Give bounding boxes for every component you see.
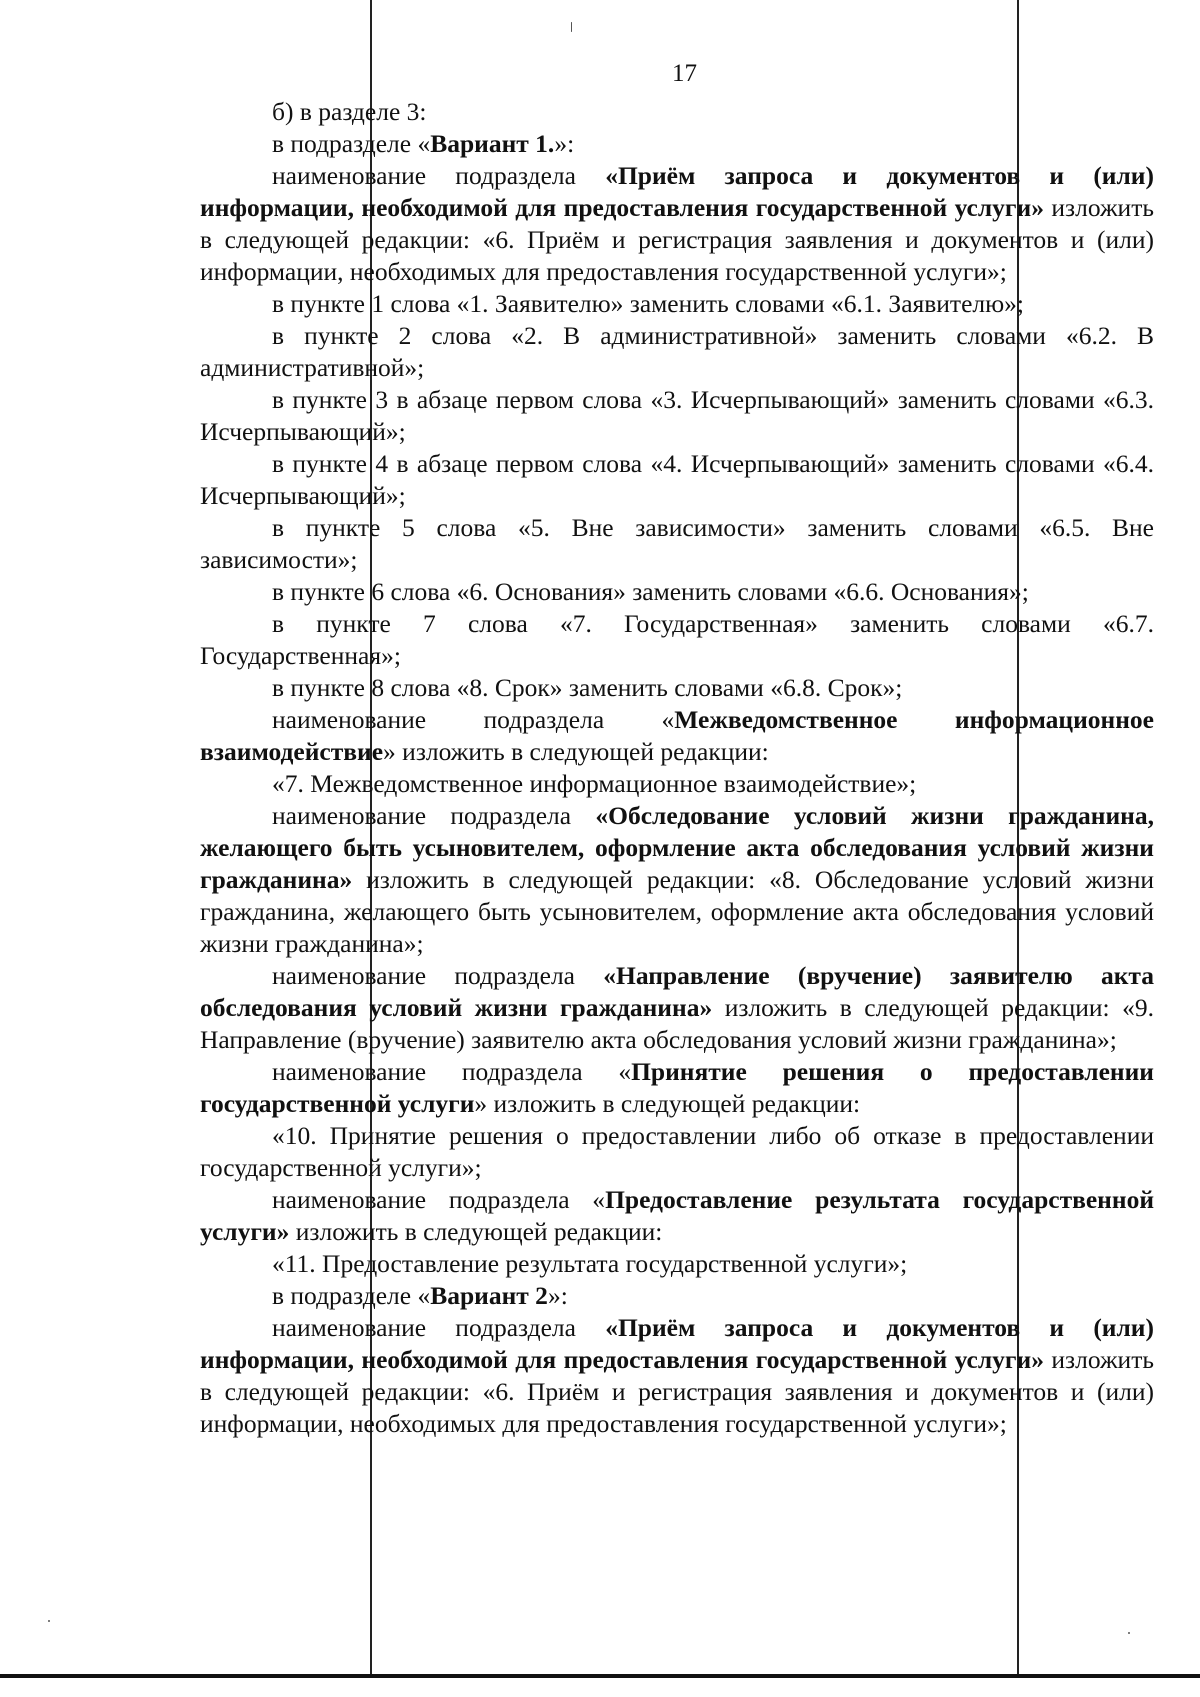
- scan-speck: [48, 1620, 50, 1622]
- text-run: в подразделе «: [272, 1281, 431, 1310]
- text-run: в пункте 4 в абзаце первом слова «4. Исчерпывающий» заменить словами «6.4. Исчерпывающий»;: [200, 449, 1154, 510]
- text-run: » изложить в следующей редакции:: [474, 1089, 861, 1118]
- paragraph: [200, 960, 1154, 1056]
- bold-text-run: «Приём запроса и документов и (или) информации, необходимой для предоставления государственной услуги»: [200, 1313, 1154, 1374]
- text-run: «7. Межведомственное информационное взаимодействие»;: [272, 769, 917, 798]
- text-run: наименование подраздела: [272, 961, 604, 990]
- paragraph: [200, 1184, 1154, 1248]
- text-run: наименование подраздела: [272, 161, 606, 190]
- text-run: наименование подраздела «: [272, 705, 675, 734]
- text-run: наименование подраздела: [272, 1313, 606, 1342]
- text-run: в подразделе «: [272, 129, 431, 158]
- bold-text-run: Предоставление результата государственной услуги»: [200, 1185, 1155, 1246]
- paragraph: [200, 512, 1154, 576]
- scan-speck: [1128, 1632, 1130, 1634]
- text-run: б) в разделе 3:: [272, 97, 427, 126]
- text-run: изложить в следующей редакции:: [289, 1217, 663, 1246]
- text-run: «11. Предоставление результата государственной услуги»;: [272, 1249, 908, 1278]
- paragraph: [200, 1312, 1154, 1440]
- paragraph: [200, 608, 1154, 672]
- paragraph: [200, 160, 1154, 288]
- paragraph: [200, 320, 1154, 384]
- paragraph: [200, 800, 1154, 960]
- text-run: » изложить в следующей редакции:: [383, 737, 769, 766]
- text-run: в пункте 8 слова «8. Срок» заменить словами «6.8. Срок»;: [272, 673, 903, 702]
- scan-bottom-edge: [0, 1674, 1200, 1678]
- document-body: [200, 96, 1154, 1440]
- bold-text-run: Вариант 2: [430, 1281, 548, 1310]
- page-number: 17: [672, 60, 697, 87]
- text-run: изложить в следующей редакции: «6. Приём и регистрация заявления и документов и (или) информации, необходимых для предоставления государственной услуги»;: [200, 1345, 1154, 1438]
- text-run: »:: [547, 1281, 568, 1310]
- text-run: наименование подраздела «: [272, 1057, 632, 1086]
- paragraph: [200, 768, 1154, 800]
- text-run: изложить в следующей редакции: «6. Приём и регистрация заявления и документов и (или) информации, необходимых для предоставления государственной услуги»;: [200, 193, 1154, 286]
- text-run: в пункте 5 слова «5. Вне зависимости» заменить словами «6.5. Вне зависимости»;: [200, 513, 1154, 574]
- text-run: наименование подраздела: [272, 801, 596, 830]
- text-run: наименование подраздела «: [272, 1185, 606, 1214]
- text-run: в пункте 1 слова «1. Заявителю» заменить словами «6.1. Заявителю»;: [272, 289, 1025, 318]
- paragraph: [200, 672, 1154, 704]
- paragraph: [200, 1120, 1154, 1184]
- bold-text-run: «Обследование условий жизни гражданина, желающего быть усыновителем, оформление акта обследования условий жизни гражданина»: [200, 801, 1155, 894]
- text-run: »:: [554, 129, 575, 158]
- paragraph: [200, 288, 1154, 320]
- text-run: «10. Принятие решения о предоставлении либо об отказе в предоставлении государственной услуги»;: [200, 1121, 1154, 1182]
- bold-text-run: Межведомственное информационное взаимодействие: [200, 705, 1154, 766]
- paragraph: [200, 1248, 1154, 1280]
- scan-speck: [571, 22, 572, 32]
- paragraph: [200, 128, 1154, 160]
- bold-text-run: Вариант 1.: [430, 129, 555, 158]
- text-run: в пункте 2 слова «2. В административной» заменить словами «6.2. В административной»;: [200, 321, 1154, 382]
- paragraph: [200, 576, 1154, 608]
- paragraph: [200, 96, 1154, 128]
- text-run: в пункте 7 слова «7. Государственная» заменить словами «6.7. Государственная»;: [200, 609, 1154, 670]
- bold-text-run: Принятие решения о предоставлении государственной услуги: [200, 1057, 1154, 1118]
- paragraph: [200, 384, 1154, 448]
- text-run: изложить в следующей редакции: «9. Направление (вручение) заявителю акта обследования условий жизни гражданина»;: [200, 993, 1154, 1054]
- paragraph: [200, 448, 1154, 512]
- text-run: в пункте 3 в абзаце первом слова «3. Исчерпывающий» заменить словами «6.3. Исчерпывающий»;: [200, 385, 1154, 446]
- paragraph: [200, 704, 1154, 768]
- bold-text-run: «Приём запроса и документов и (или) информации, необходимой для предоставления государственной услуги»: [200, 161, 1154, 222]
- text-run: изложить в следующей редакции: «8. Обследование условий жизни гражданина, желающего быть усыновителем, оформление акта обследования условий жизни гражданина»;: [200, 865, 1154, 958]
- bold-text-run: «Направление (вручение) заявителю акта обследования условий жизни гражданина»: [200, 961, 1155, 1022]
- paragraph: [200, 1056, 1154, 1120]
- paragraph: [200, 1280, 1154, 1312]
- text-run: в пункте 6 слова «6. Основания» заменить словами «6.6. Основания»;: [272, 577, 1029, 606]
